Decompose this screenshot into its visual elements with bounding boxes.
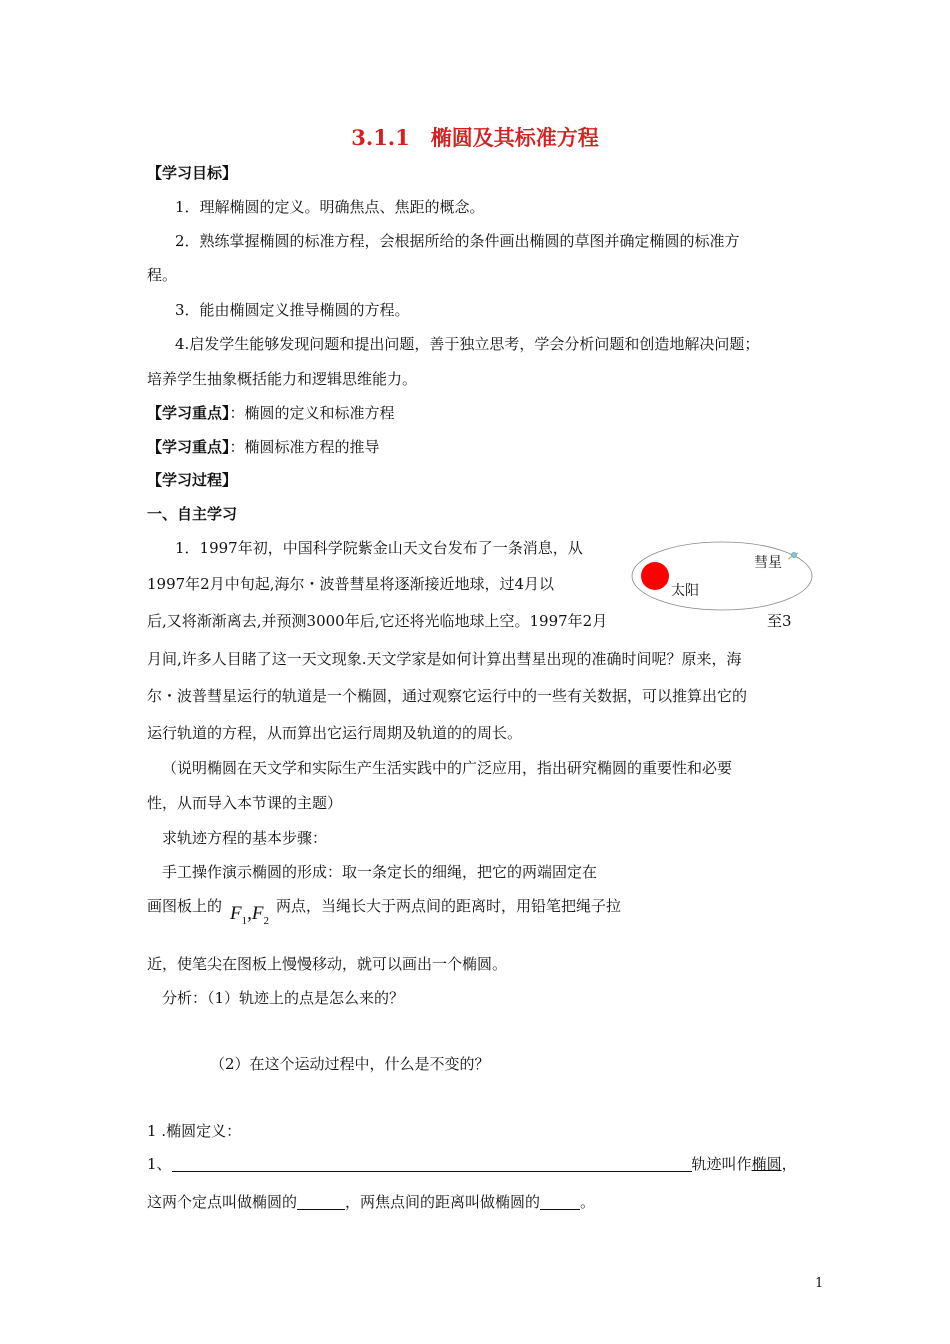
page-title: 3.1.1 椭圆及其标准方程 — [351, 125, 599, 150]
foci-formula: $F_1,F_2$ — [230, 903, 269, 927]
comet-label: 彗星 — [754, 555, 782, 571]
steps-line: 求轨迹方程的基本步骤： — [162, 829, 328, 847]
foci-blank[interactable] — [297, 1193, 345, 1210]
goal-4-line-2: 培养学生抽象概括能力和逻辑思维能力。 — [147, 370, 418, 388]
definition-line-2: 这两个定点叫做椭圆的 ，两焦点间的距离叫做椭圆的 。 — [147, 1193, 596, 1211]
key-points-text: ：椭圆的定义和标准方程 — [229, 404, 395, 422]
focal-distance-blank[interactable] — [540, 1193, 580, 1210]
goal-3: 3．能由椭圆定义推导椭圆的方程。 — [175, 301, 410, 319]
section-self-study: 一、自主学习 — [147, 505, 238, 523]
definition-blank-1[interactable] — [172, 1155, 692, 1172]
demo-line-3: 近，使笔尖在图板上慢慢移动，就可以画出一个椭圆。 — [147, 955, 508, 973]
note-line-1: （说明椭圆在天文学和实际生产生活实践中的广泛应用，指出研究椭圆的重要性和必要 — [162, 759, 733, 777]
paragraph-1-line-2: 1997年2月中旬起,海尔・波普彗星将逐渐接近地球，过4月以 — [147, 575, 555, 593]
demo-line-2-start: 画图板上的 — [147, 897, 223, 915]
goals-heading: 【学习目标】 — [147, 164, 238, 182]
page-number: 1 — [815, 1276, 824, 1291]
comet-orbit-figure — [628, 538, 818, 614]
sun-icon — [641, 562, 669, 590]
definition-heading: 1 .椭圆定义： — [147, 1122, 242, 1140]
paragraph-1-line-1: 1．1997年初，中国科学院紫金山天文台发布了一条消息，从 — [175, 539, 583, 557]
analysis-question-1: 分析：（1）轨迹上的点是怎么来的？ — [162, 989, 405, 1007]
difficulty-text: ：椭圆标准方程的推导 — [229, 438, 380, 456]
ellipse-term: 椭圆 — [751, 1155, 782, 1173]
demo-line-2-end: 两点，当绳长大于两点间的距离时，用铅笔把绳子拉 — [276, 897, 622, 915]
difficulty-line — [147, 437, 380, 457]
goal-2-line-2: 程。 — [147, 266, 178, 284]
key-points-heading: 【学习重点】 — [147, 404, 230, 422]
difficulty-heading: 【学习重点】 — [147, 438, 230, 456]
paragraph-1-line-3: 后,又将渐渐离去,并预测3000年后,它还将光临地球上空。1997年2月 — [147, 612, 608, 630]
paragraph-1-line-6: 运行轨道的方程，从而算出它运行周期及轨道的的周长。 — [147, 724, 523, 742]
process-heading: 【学习过程】 — [147, 471, 238, 489]
analysis-question-2: （2）在这个运动过程中，什么是不变的？ — [210, 1055, 490, 1073]
paragraph-1-line-5: 尔・波普彗星运行的轨道是一个椭圆，通过观察它运行中的一些有关数据，可以推算出它的 — [147, 687, 748, 705]
sun-label: 太阳 — [671, 583, 699, 599]
key-points-line — [147, 403, 395, 423]
definition-line-1: 1、 轨迹叫作椭圆， — [147, 1155, 797, 1173]
goal-2-line-1: 2．熟练掌握椭圆的标准方程，会根据所给的条件画出椭圆的草图并确定椭圆的标准方 — [175, 232, 740, 250]
paragraph-1-line-3-end: 至3 — [767, 612, 792, 630]
goal-1: 1．理解椭圆的定义。明确焦点、焦距的概念。 — [175, 198, 485, 216]
demo-line-1: 手工操作演示椭圆的形成：取一条定长的细绳，把它的两端固定在 — [162, 863, 598, 881]
note-line-2: 性，从而导入本节课的主题） — [147, 794, 343, 812]
paragraph-1-line-4: 月间,许多人目睹了这一天文现象.天文学家是如何计算出彗星出现的准确时间呢？原来，海 — [147, 650, 742, 668]
goal-4-line-1: 4.启发学生能够发现问题和提出问题，善于独立思考，学会分析问题和创造地解决问题； — [175, 335, 760, 353]
